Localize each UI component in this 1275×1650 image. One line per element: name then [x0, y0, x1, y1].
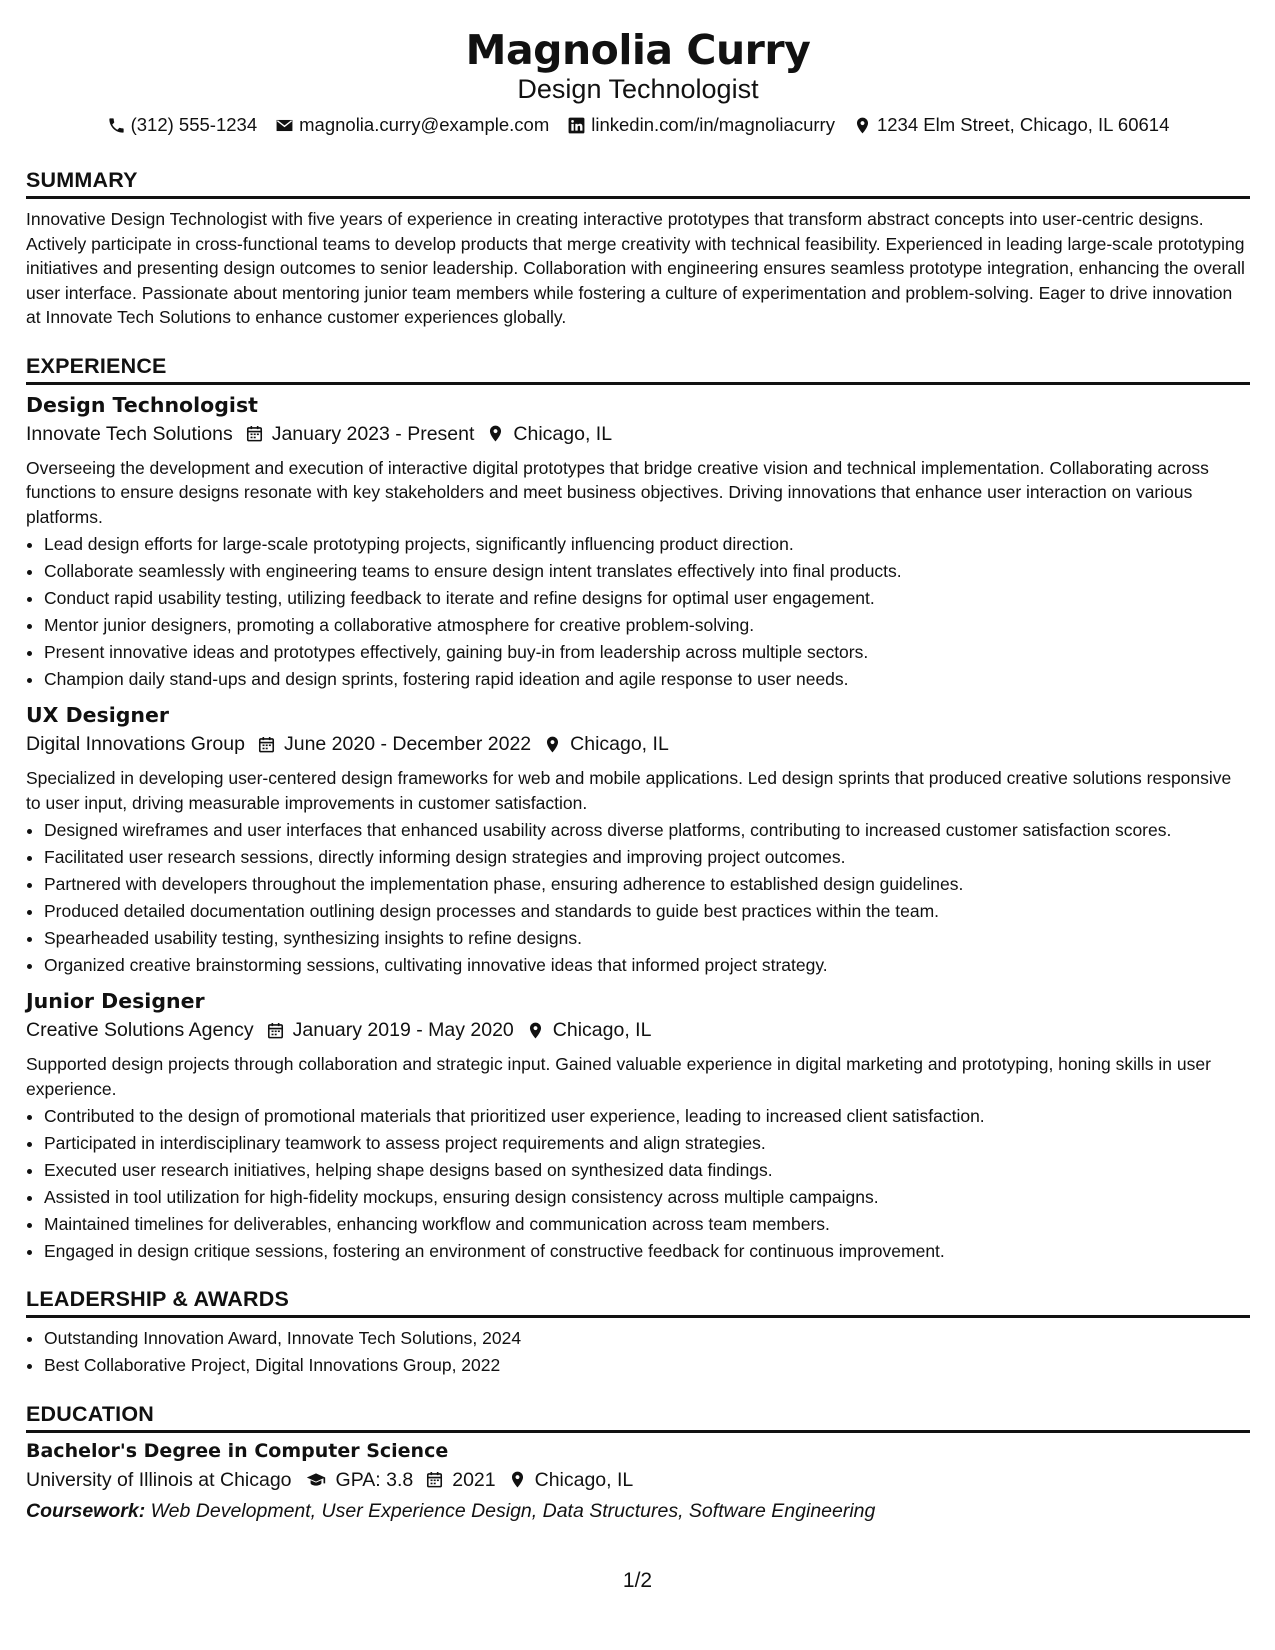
phone-icon: [107, 116, 126, 135]
job-bullets: [26, 532, 1250, 692]
job-dates-text: January 2023 - Present: [271, 422, 475, 445]
education-location-text: Chicago, IL: [534, 1468, 634, 1491]
contact-phone-text: (312) 555-1234: [130, 114, 258, 135]
candidate-role: Design Technologist: [517, 74, 759, 104]
job-location: [526, 1015, 652, 1045]
job-location: [543, 729, 669, 759]
job-meta: [26, 419, 1250, 449]
contact-email[interactable]: [275, 112, 549, 138]
job-description: Supported design projects through collaboration and strategic input. Gained valuable experience in digital marketing and prototyping, honing skills in user experience.: [26, 1054, 1211, 1099]
map-pin-icon: [486, 424, 505, 443]
summary-section: [26, 166, 1250, 330]
coursework-list: Web Development, User Experience Design, Data Structures, Software Engineering: [150, 1499, 876, 1522]
job-entry: [26, 391, 1250, 692]
list-item: • Mentor junior designers, promoting a collaborative atmosphere for creative problem-solving.: [44, 613, 1250, 638]
page-number: 1/2: [622, 1569, 653, 1592]
calendar-icon: [245, 424, 264, 443]
contact-linkedin-text[interactable]: linkedin.com/in/magnoliacurry: [591, 114, 835, 135]
job-entry: [26, 701, 1250, 977]
education-degree: Bachelor's Degree in Computer Science: [26, 1439, 449, 1462]
list-item: • Produced detailed documentation outlining design processes and standards to guide best practices within the team.: [44, 899, 1250, 924]
section-title: SUMMARY: [26, 166, 1250, 199]
list-item: • Partnered with developers throughout the implementation phase, ensuring adherence to established design guidelines.: [44, 872, 1250, 897]
map-pin-icon: [526, 1021, 545, 1040]
section-title: LEADERSHIP & AWARDS: [26, 1285, 1250, 1318]
section-title: EXPERIENCE: [26, 352, 1250, 385]
envelope-icon: [275, 116, 294, 135]
list-item: • Collaborate seamlessly with engineering teams to ensure design intent translates effectively into final products.: [44, 559, 1250, 584]
list-item: • Assisted in tool utilization for high-fidelity mockups, ensuring design consistency across multiple campaigns.: [44, 1185, 1250, 1210]
education-gpa: [304, 1465, 414, 1495]
job-company: Innovate Tech Solutions: [26, 422, 233, 445]
job-location-text: Chicago, IL: [513, 422, 613, 445]
education-section: [26, 1400, 1250, 1525]
list-item: • Maintained timelines for deliverables, enhancing workflow and communication across team members.: [44, 1212, 1250, 1237]
list-item: • Executed user research initiatives, helping shape designs based on synthesized data findings.: [44, 1158, 1250, 1183]
job-company: Digital Innovations Group: [26, 733, 245, 755]
awards-section: [26, 1285, 1250, 1378]
education-location: [508, 1465, 634, 1495]
education-coursework: [26, 1497, 1250, 1525]
contact-linkedin[interactable]: [567, 112, 835, 138]
map-pin-icon: [543, 735, 562, 754]
list-item: • Designed wireframes and user interfaces that enhanced usability across diverse platforms, contributing to increased customer satisfaction scores.: [44, 818, 1250, 843]
job-location-text: Chicago, IL: [552, 1019, 652, 1041]
job-dates: [245, 419, 475, 449]
education-gpa-text: GPA: 3.8: [335, 1468, 414, 1491]
contact-address: [853, 112, 1169, 138]
job-dates: [266, 1015, 514, 1045]
education-meta: [26, 1465, 1250, 1495]
list-item: • Engaged in design critique sessions, fostering an environment of constructive feedback for continuous improvement.: [44, 1239, 1250, 1264]
contact-address-text: 1234 Elm Street, Chicago, IL 60614: [876, 114, 1170, 135]
map-pin-icon: [853, 116, 872, 135]
list-item: • Participated in interdisciplinary teamwork to assess project requirements and align strategies.: [44, 1131, 1250, 1156]
job-description: Overseeing the development and execution of interactive digital prototypes that bridge creative vision and technical implementation. Collaborating across functions to ensure designs resonate with key stakeholders and meet business objectives. Driving innovations that enhance user interaction on various platforms.: [26, 457, 1209, 527]
job-title: UX Designer: [26, 703, 170, 727]
job-title: Design Technologist: [26, 392, 258, 417]
job-dates: [257, 729, 531, 759]
calendar-icon: [425, 1470, 444, 1489]
job-location-text: Chicago, IL: [570, 733, 669, 755]
education-year-text: 2021: [452, 1468, 496, 1491]
list-item: • Lead design efforts for large-scale prototyping projects, significantly influencing product direction.: [44, 532, 1250, 557]
list-item: • Best Collaborative Project, Digital Innovations Group, 2022: [44, 1353, 1250, 1378]
job-entry: [26, 987, 1250, 1263]
graduation-cap-icon: [304, 1470, 328, 1490]
contact-email-text[interactable]: magnolia.curry@example.com: [299, 114, 550, 135]
resume-page: [26, 0, 1250, 1525]
calendar-icon: [257, 735, 276, 754]
job-bullets: [26, 1104, 1250, 1264]
list-item: • Present innovative ideas and prototypes effectively, gaining buy-in from leadership across multiple sectors.: [44, 640, 1250, 665]
education-school: University of Illinois at Chicago: [26, 1468, 292, 1491]
linkedin-icon: [567, 116, 586, 135]
education-year: [425, 1465, 495, 1495]
awards-list: [26, 1326, 1250, 1378]
list-item: • Conduct rapid usability testing, utilizing feedback to iterate and refine designs for optimal user engagement.: [44, 586, 1250, 611]
list-item: • Organized creative brainstorming sessions, cultivating innovative ideas that informed project strategy.: [44, 953, 1250, 978]
calendar-icon: [266, 1021, 285, 1040]
candidate-name: Magnolia Curry: [465, 26, 811, 74]
job-company: Creative Solutions Agency: [26, 1019, 254, 1041]
job-meta: [26, 1015, 1250, 1045]
contact-bar: [26, 112, 1250, 138]
job-location: [486, 419, 612, 449]
list-item: • Outstanding Innovation Award, Innovate Tech Solutions, 2024: [44, 1326, 1250, 1351]
summary-text: Innovative Design Technologist with five years of experience in creating interactive prototypes that transform abstract concepts into user-centric designs. Actively participate in cross-functional teams to develop products that merge creativity with technical feasibility. Experienced in leading large-scale prototyping initiatives and presenting design outcomes to senior leadership. Collaboration with engineering ensures seamless prototype integration, enhancing the overall user interface. Passionate about mentoring junior team members while fostering a culture of experimentation and problem-solving. Eager to drive innovation at Innovate Tech Solutions to enhance customer experiences globally.: [26, 209, 1245, 327]
job-dates-text: January 2019 - May 2020: [292, 1019, 514, 1041]
experience-section: [26, 352, 1250, 1264]
job-dates-text: June 2020 - December 2022: [283, 733, 532, 755]
job-description: Specialized in developing user-centered design frameworks for web and mobile applications. Led design sprints that produced creative solutions responsive to user input, driving measurable improvements in customer satisfaction.: [26, 768, 1232, 813]
list-item: • Contributed to the design of promotional materials that prioritized user experience, leading to increased client satisfaction.: [44, 1104, 1250, 1129]
list-item: • Spearheaded usability testing, synthesizing insights to refine designs.: [44, 926, 1250, 951]
job-meta: [26, 729, 1250, 759]
job-bullets: [26, 818, 1250, 978]
section-title: EDUCATION: [26, 1400, 1250, 1433]
contact-phone: [107, 112, 258, 138]
map-pin-icon: [508, 1470, 527, 1489]
job-title: Junior Designer: [26, 989, 205, 1013]
list-item: • Facilitated user research sessions, directly informing design strategies and improving project outcomes.: [44, 845, 1250, 870]
coursework-label: Coursework:: [26, 1499, 146, 1522]
list-item: • Champion daily stand-ups and design sprints, fostering rapid ideation and agile response to user needs.: [44, 667, 1250, 692]
